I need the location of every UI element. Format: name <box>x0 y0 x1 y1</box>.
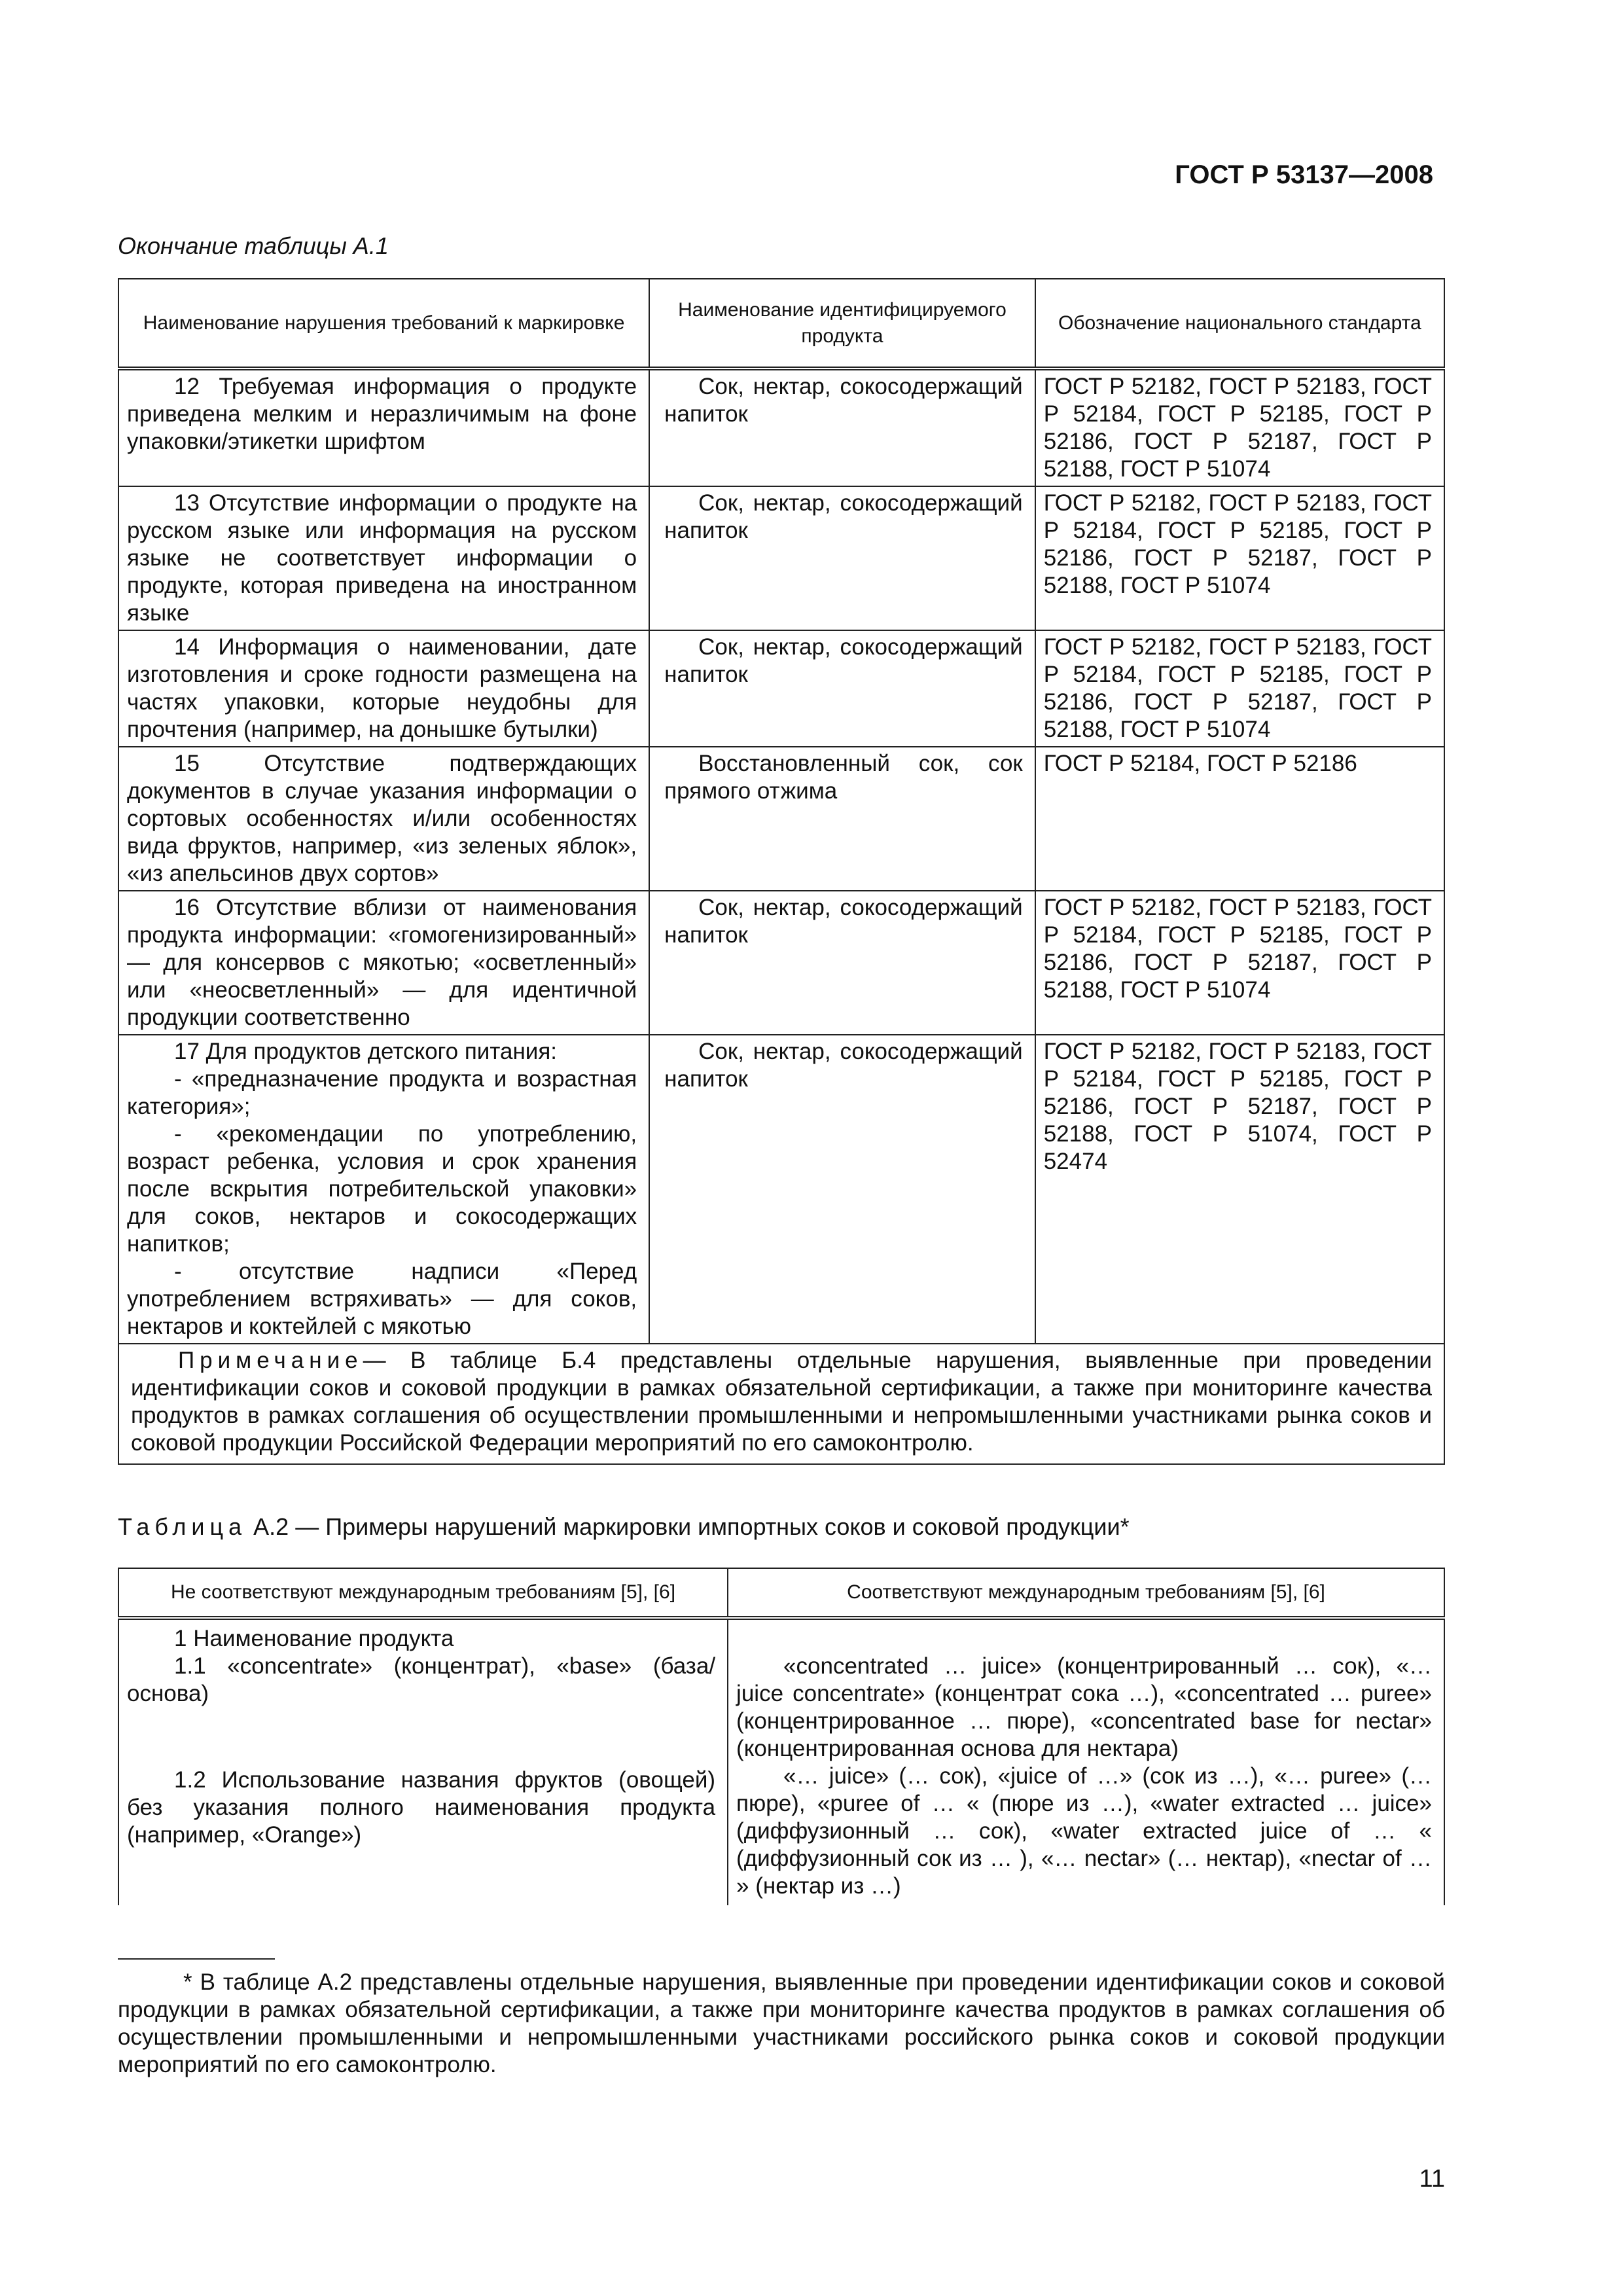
table-a1 <box>118 278 1445 1465</box>
compliant-cell: «concentrated … juice» (концентрированный … сок), «… juice concentrate» (концентрат сока …), «concentrated … puree» (концентрированное … пюре), «concentrated base for nectar» (концентрированная основа для нектара) «… juice» (… сок), «juice of …» (сок из …), «… puree» (… пюре), «puree of … « (пюре из …), «water extracted … juice» (диффузионный … сок), «water extracted juice of … « (диффузионный сок из … ), «… nectar» (… нектар), «nectar of … » (нектар из …) <box>728 1618 1444 1905</box>
violation-cell: 16 Отсутствие вблизи от наименования продукта информации: «гомогенизированный» — для консервов с мякотью; «осветленный» или «неосветленный» — для идентичной продукции соответственно <box>118 891 649 1035</box>
table-header-row <box>118 279 1444 368</box>
standard-cell: ГОСТ Р 52182, ГОСТ Р 52183, ГОСТ Р 52184, ГОСТ Р 52185, ГОСТ Р 52186, ГОСТ Р 52187, ГОСТ Р 52188, ГОСТ Р 51074, ГОСТ Р 52474 <box>1035 1035 1444 1344</box>
note-label: Примечание <box>178 1348 363 1373</box>
table-a2-caption-label: Таблица <box>118 1513 247 1540</box>
table-a2-caption <box>118 1513 1130 1541</box>
violation-cell: 14 Информация о наименовании, дате изготовления и сроке годности размещена на частях упаковки, которые неудобны для прочтения (например, на донышке бутылки) <box>118 630 649 747</box>
column-header-product: Наименование идентифицируемого продукта <box>649 279 1035 368</box>
column-header-violation: Наименование нарушения требований к маркировке <box>118 279 649 368</box>
product-cell: Сок, нектар, сокосодержащий напиток <box>649 630 1035 747</box>
table-a1-continuation-caption: Окончание таблицы А.1 <box>118 232 389 259</box>
table-note-row <box>118 1344 1444 1464</box>
product-cell: Сок, нектар, сокосодержащий напиток <box>649 891 1035 1035</box>
footnote: * В таблице А.2 представлены отдельные нарушения, выявленные при проведении идентификации соков и соковой продукции в рамках обязательной сертификации, а также при мониторинге качества продуктов в рамках соглашения об осуществлении промышленными и непромышленными участниками российского рынка соков и соковой продукции мероприятий по его самоконтролю. <box>118 1969 1445 2077</box>
standard-cell: ГОСТ Р 52182, ГОСТ Р 52183, ГОСТ Р 52184, ГОСТ Р 52185, ГОСТ Р 52186, ГОСТ Р 52187, ГОСТ Р 52188, ГОСТ Р 51074 <box>1035 486 1444 630</box>
note-text: — В таблице Б.4 представлены отдельные нарушения, выявленные при проведении идентификации соков и соковой продукции в рамках обязательной сертификации, а также при мониторинге качества продуктов в рамках соглашения об осуществлении промышленными и непромышленными участниками рынка соков и соковой продукции Российской Федерации мероприятий по его самоконтролю. <box>131 1348 1432 1456</box>
page-number: 11 <box>1419 2165 1445 2193</box>
footnote-divider <box>118 1958 275 1960</box>
product-cell: Сок, нектар, сокосодержащий напиток <box>649 486 1035 630</box>
table-row <box>118 630 1444 747</box>
column-header-noncompliant: Не соответствуют международным требованиям [5], [6] <box>118 1568 728 1618</box>
table-row <box>118 891 1444 1035</box>
violation-cell: 15 Отсутствие подтверждающих документов в случае указания информации о сортовых особенностях и/или особенностях вида фруктов, например, «из зеленых яблок», «из апельсинов двух сортов» <box>118 747 649 891</box>
product-cell: Сок, нектар, сокосодержащий напиток <box>649 368 1035 486</box>
product-cell: Сок, нектар, сокосодержащий напиток <box>649 1035 1035 1344</box>
table-row <box>118 368 1444 486</box>
table-note <box>118 1344 1444 1464</box>
standard-cell: ГОСТ Р 52184, ГОСТ Р 52186 <box>1035 747 1444 891</box>
table-row <box>118 747 1444 891</box>
column-header-standard: Обозначение национального стандарта <box>1035 279 1444 368</box>
violation-cell: 17 Для продуктов детского питания: - «предназначение продукта и возрастная категория»; - «рекомендации по употреблению, возраст ребенка, условия и срок хранения после вскрытия потребительской упаковки» для соков, нектаров и сокосодержащих напитков; - отсутствие надписи «Перед употреблением встряхивать» — для соков, нектаров и коктейлей с мякотью <box>118 1035 649 1344</box>
table-a2-caption-text: А.2 — Примеры нарушений маркировки импортных соков и соковой продукции* <box>253 1513 1130 1540</box>
column-header-compliant: Соответствуют международным требованиям [5], [6] <box>728 1568 1444 1618</box>
table-row <box>118 486 1444 630</box>
standard-cell: ГОСТ Р 52182, ГОСТ Р 52183, ГОСТ Р 52184, ГОСТ Р 52185, ГОСТ Р 52186, ГОСТ Р 52187, ГОСТ Р 52188, ГОСТ Р 51074 <box>1035 630 1444 747</box>
table-header-row <box>118 1568 1444 1618</box>
noncompliant-cell: 1 Наименование продукта 1.1 «concentrate» (концентрат), «base» (база/основа) 1.2 Использование названия фруктов (овощей) без указания полного наименования продукта (например, «Orange») <box>118 1618 728 1905</box>
table-a2 <box>118 1568 1445 1905</box>
table-row <box>118 1618 1444 1905</box>
standard-cell: ГОСТ Р 52182, ГОСТ Р 52183, ГОСТ Р 52184, ГОСТ Р 52185, ГОСТ Р 52186, ГОСТ Р 52187, ГОСТ Р 52188, ГОСТ Р 51074 <box>1035 368 1444 486</box>
product-cell: Восстановленный сок, сок прямого отжима <box>649 747 1035 891</box>
violation-cell: 13 Отсутствие информации о продукте на русском языке или информация на русском языке не соответствует информации о продукте, которая приведена на иностранном языке <box>118 486 649 630</box>
standard-cell: ГОСТ Р 52182, ГОСТ Р 52183, ГОСТ Р 52184, ГОСТ Р 52185, ГОСТ Р 52186, ГОСТ Р 52187, ГОСТ Р 52188, ГОСТ Р 51074 <box>1035 891 1444 1035</box>
standard-designation: ГОСТ Р 53137—2008 <box>1175 160 1433 189</box>
violation-cell: 12 Требуемая информация о продукте приведена мелким и неразличимым на фоне упаковки/этикетки шрифтом <box>118 368 649 486</box>
table-row <box>118 1035 1444 1344</box>
